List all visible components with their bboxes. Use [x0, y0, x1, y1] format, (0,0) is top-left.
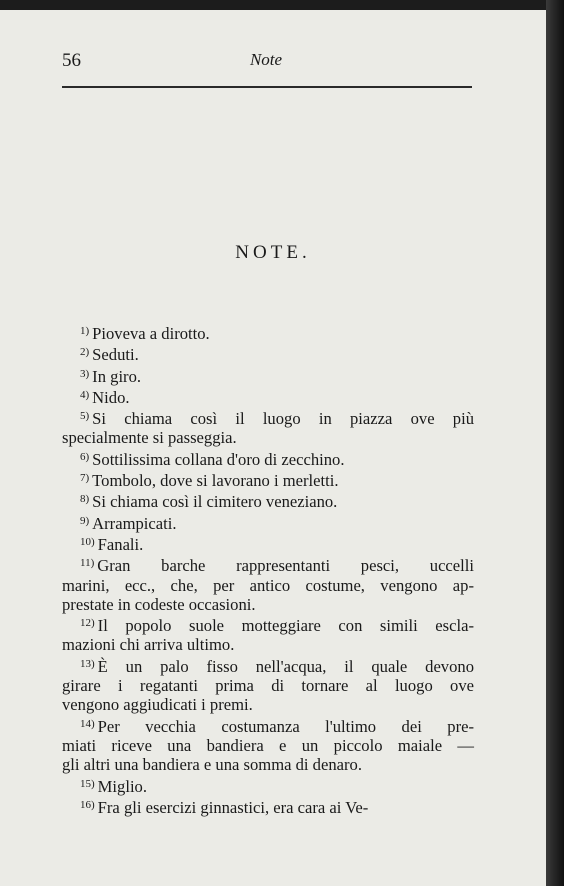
note-item: [62, 448, 474, 469]
note-text: In giro.: [92, 366, 142, 386]
note-first-line: [62, 614, 474, 635]
note-item: [62, 343, 474, 364]
note-number: 6): [80, 450, 90, 463]
note-item: [62, 365, 474, 386]
note-first-line: [62, 448, 474, 469]
note-text: marini, ecc., che, per antico costume, vengono ap-: [62, 575, 474, 595]
note-item: [62, 322, 474, 343]
note-continuation-line: [62, 695, 474, 714]
note-number: 3): [80, 367, 90, 380]
note-first-line: [62, 365, 474, 386]
note-item: [62, 533, 474, 554]
note-text: Fra gli esercizi ginnastici, era cara ai Ve-: [97, 797, 369, 817]
note-text: Per vecchia costumanza l'ultimo dei pre-: [97, 716, 474, 736]
note-first-line: [62, 533, 474, 554]
note-text: Fanali.: [97, 534, 144, 554]
note-number: 12): [80, 617, 95, 630]
note-text: prestate in codeste occasioni.: [62, 594, 256, 614]
page-header: [62, 50, 470, 76]
note-number: 2): [80, 346, 90, 359]
note-text: Seduti.: [92, 345, 139, 365]
note-number: 14): [80, 717, 95, 730]
note-number: 4): [80, 388, 90, 401]
note-text: miati riceve una bandiera e un piccolo maiale —: [62, 735, 474, 755]
note-item: [62, 715, 474, 775]
note-continuation-line: [62, 428, 474, 447]
note-number: 16): [80, 798, 95, 811]
header-rule: [62, 86, 472, 88]
note-first-line: [62, 796, 474, 817]
note-number: 13): [80, 657, 95, 670]
note-first-line: [62, 407, 474, 428]
note-text: mazioni chi arriva ultimo.: [62, 635, 235, 655]
note-item: [62, 775, 474, 796]
note-number: 5): [80, 410, 90, 423]
note-number: 1): [80, 325, 90, 337]
note-text: specialmente si passeggia.: [62, 428, 237, 448]
note-text: Tombolo, dove si lavorano i merletti.: [92, 471, 339, 491]
note-first-line: [62, 775, 474, 796]
book-page: [0, 10, 546, 886]
note-continuation-line: [62, 755, 474, 774]
note-text: Gran barche rappresentanti pesci, uccelli: [97, 556, 474, 576]
note-number: 10): [80, 535, 95, 548]
note-number: 7): [80, 472, 90, 485]
book-spine-edge: [546, 0, 564, 886]
note-item: [62, 386, 474, 407]
note-item: [62, 796, 474, 817]
note-continuation-line: [62, 676, 474, 695]
note-first-line: [62, 715, 474, 736]
note-continuation-line: [62, 576, 474, 595]
note-item: [62, 614, 474, 655]
note-item: [62, 655, 474, 715]
note-continuation-line: [62, 635, 474, 654]
note-first-line: [62, 554, 474, 575]
note-continuation-line: [62, 595, 474, 614]
note-continuation-line: [62, 736, 474, 755]
note-number: 15): [80, 777, 95, 790]
note-text: Si chiama così il luogo in piazza ove più: [92, 409, 474, 429]
note-first-line: [62, 343, 474, 364]
note-first-line: [62, 655, 474, 676]
note-item: [62, 490, 474, 511]
note-item: [62, 512, 474, 533]
note-first-line: [62, 469, 474, 490]
note-number: 9): [80, 514, 90, 527]
running-head: Note: [249, 50, 283, 69]
note-text: Nido.: [92, 387, 130, 407]
note-text: È un palo fisso nell'acqua, il quale devono: [97, 656, 474, 676]
notes-list: [62, 322, 474, 817]
note-text: gli altri una bandiera e una somma di denaro.: [62, 755, 362, 775]
note-item: [62, 554, 474, 614]
note-first-line: [62, 512, 474, 533]
note-text: girare i regatanti prima di tornare al luogo ove: [62, 676, 474, 696]
note-item: [62, 407, 474, 448]
note-text: Pioveva a dirotto.: [92, 324, 210, 343]
page-number: 56: [62, 50, 81, 71]
section-title: NOTE.: [235, 242, 311, 263]
note-text: Arrampicati.: [92, 513, 177, 533]
note-first-line: [62, 386, 474, 407]
note-text: Sottilissima collana d'oro di zecchino.: [92, 449, 345, 469]
note-first-line: [62, 322, 474, 343]
note-number: 8): [80, 493, 90, 506]
note-item: [62, 469, 474, 490]
note-text: Miglio.: [97, 776, 147, 796]
note-text: Si chiama così il cimitero veneziano.: [92, 492, 338, 512]
note-text: vengono aggiudicati i premi.: [62, 695, 253, 715]
note-first-line: [62, 490, 474, 511]
note-text: Il popolo suole motteggiare con simili escla-: [97, 616, 474, 636]
note-number: 11): [80, 557, 95, 570]
